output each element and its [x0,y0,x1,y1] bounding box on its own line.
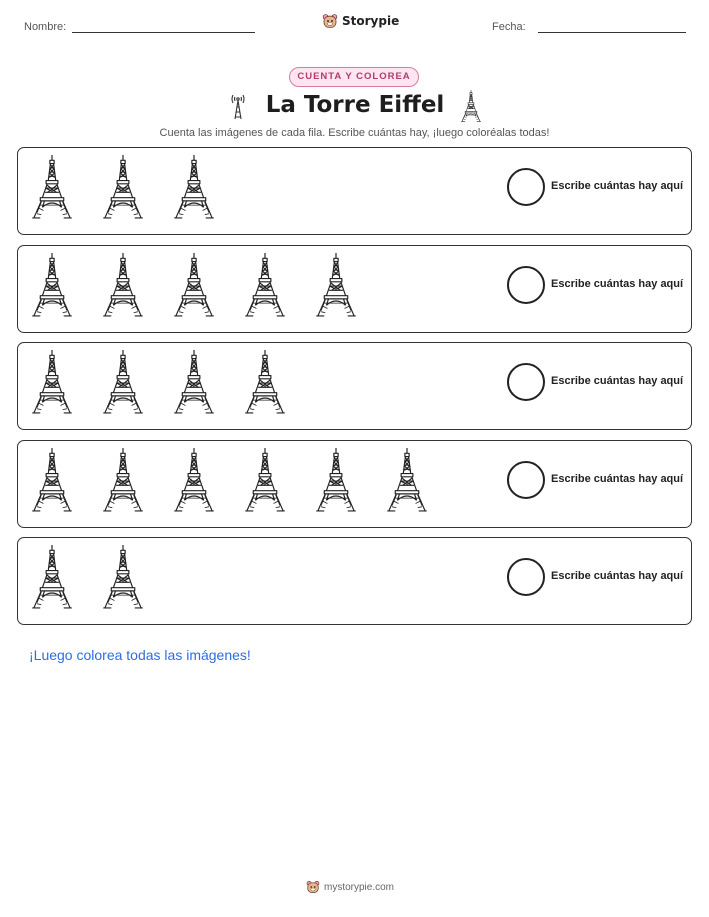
eiffel-tower-icon[interactable] [30,155,74,219]
counting-row [17,147,692,235]
eiffel-tower-icon[interactable] [385,448,429,512]
answer-circle[interactable] [507,461,545,499]
instructions: Cuenta las imágenes de cada fila. Escribe cuántas hay, ¡luego coloréalas todas! [159,127,550,139]
answer-circle[interactable] [507,363,545,401]
eiffel-tower-icon[interactable] [30,545,74,609]
date-label: Fecha: [492,21,526,33]
storypie-bear-logo-icon [322,13,338,29]
radio-tower-icon [230,92,246,120]
eiffel-tower-icon[interactable] [101,253,145,317]
answer-label: Escribe cuántas hay aquí [551,473,684,485]
eiffel-tower-icon[interactable] [30,350,74,414]
eiffel-tower-icon[interactable] [314,253,358,317]
tower-group [30,253,385,317]
eiffel-tower-icon[interactable] [101,350,145,414]
activity-badge: CUENTA Y COLOREA [289,67,419,87]
answer-circle[interactable] [507,266,545,304]
date-field[interactable] [538,32,686,33]
eiffel-tower-icon[interactable] [243,448,287,512]
eiffel-tower-icon[interactable] [172,448,216,512]
tower-group [30,448,456,512]
counting-row [17,245,692,333]
eiffel-tower-icon[interactable] [172,155,216,219]
storypie-bear-logo-icon [306,880,320,894]
counting-row [17,537,692,625]
eiffel-tower-icon [460,90,482,122]
answer-label: Escribe cuántas hay aquí [551,278,684,290]
answer-label: Escribe cuántas hay aquí [551,375,684,387]
tower-group [30,545,172,609]
eiffel-tower-icon[interactable] [30,448,74,512]
eiffel-tower-icon[interactable] [101,448,145,512]
page-title: La Torre Eiffel [265,92,445,118]
eiffel-tower-icon[interactable] [101,155,145,219]
counting-row [17,440,692,528]
site-footer [306,880,394,894]
eiffel-tower-icon[interactable] [101,545,145,609]
eiffel-tower-icon[interactable] [30,253,74,317]
tower-group [30,350,314,414]
eiffel-tower-icon[interactable] [243,253,287,317]
eiffel-tower-icon[interactable] [172,350,216,414]
site-url[interactable]: mystorypie.com [324,881,395,893]
name-field[interactable] [72,32,255,33]
answer-label: Escribe cuántas hay aquí [551,570,684,582]
eiffel-tower-icon[interactable] [243,350,287,414]
answer-circle[interactable] [507,168,545,206]
counting-row [17,342,692,430]
answer-circle[interactable] [507,558,545,596]
eiffel-tower-icon[interactable] [314,448,358,512]
brand-name: Storypie [342,14,400,28]
name-label: Nombre: [24,21,67,33]
storypie-logo [322,13,399,29]
eiffel-tower-icon[interactable] [172,253,216,317]
tower-group [30,155,243,219]
coloring-note: ¡Luego colorea todas las imágenes! [29,647,251,663]
answer-label: Escribe cuántas hay aquí [551,180,684,192]
